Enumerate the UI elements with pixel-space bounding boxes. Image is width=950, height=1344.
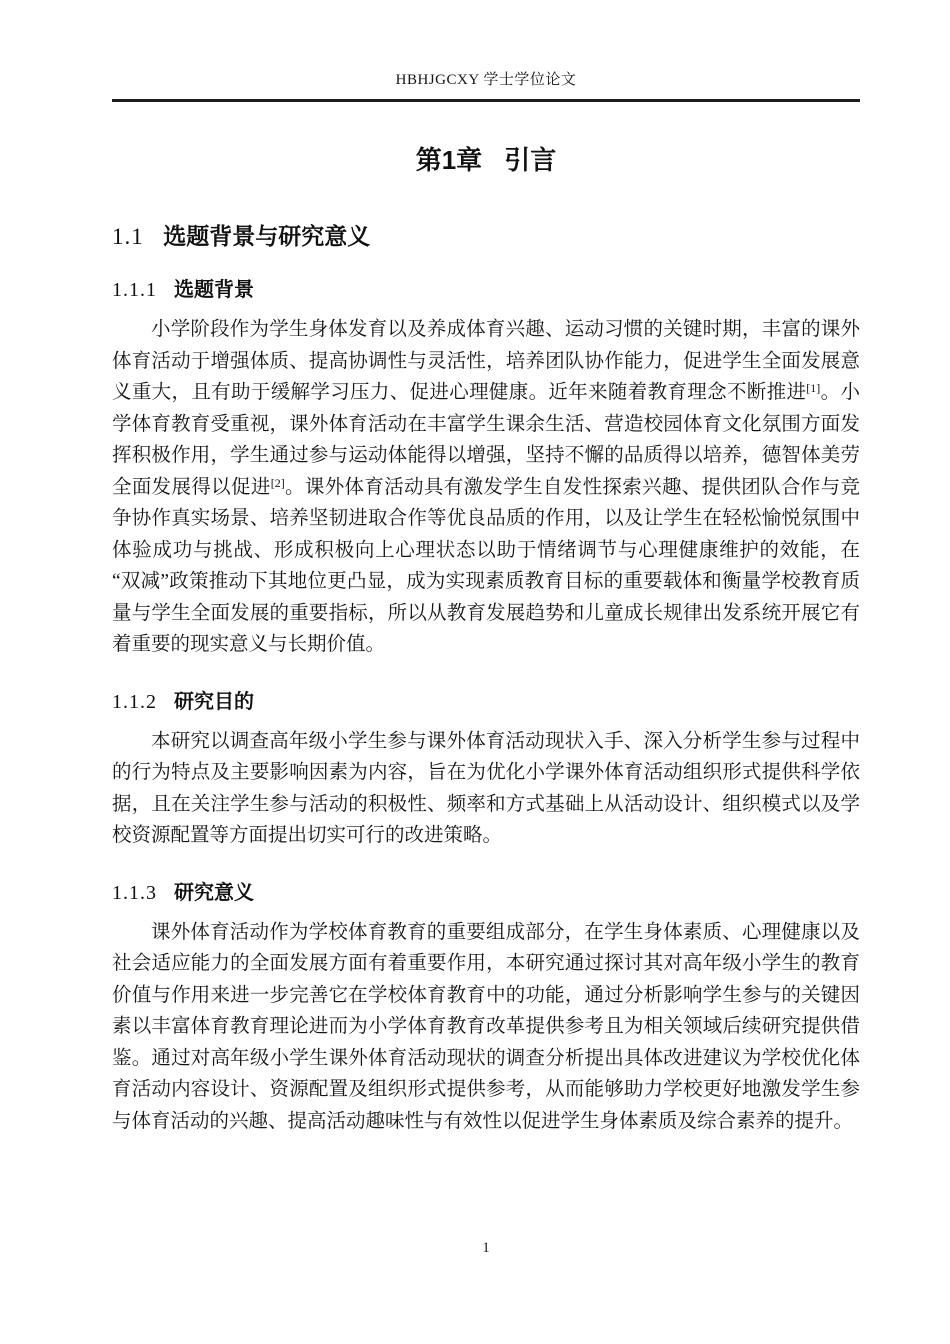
subsection-heading-1-1-1 — [112, 277, 860, 303]
paragraph-significance: 课外体育活动作为学校体育教育的重要组成部分，在学生身体素质、心理健康以及社会适应能力的全面发展方面有着重要作用，本研究通过探讨其对高年级小学生的教育价值与作用来进一步完善它在学校体育教育中的功能，通过分析影响学生参与的关键因素以丰富体育教育理论进而为小学体育教育改革提供参考且为相关领域后续研究提供借鉴。通过对高年级小学生课外体育活动现状的调查分析提出具体改进建议为学校优化体育活动内容设计、资源配置及组织形式提供参考，从而能够助力学校更好地激发学生参与体育活动的兴趣、提高活动趣味性与有效性以促进学生身体素质及综合素养的提升。 — [112, 921, 860, 1132]
paragraph-background — [112, 314, 860, 661]
paragraph-background-part1: 小学阶段作为学生身体发育以及养成体育兴趣、运动习惯的关键时期，丰富的课外体育活动于增强体质、提高协调性与灵活性，培养团队协作能力，促进学生全面发展意义重大，且有助于缓解学习压力、促进心理健康。近年来随着教育理念不断推进 — [112, 319, 860, 403]
subsection-1-1-3-title: 研究意义 — [174, 881, 254, 904]
paragraph-background-part2: 。小学体育教育受重视，课外体育活动在丰富学生课余生活、营造校园体育文化氛围方面发挥积极作用，学生通过参与运动体能得以增强，坚持不懈的品质得以培养，德智体美劳全面发展得以促进 — [112, 382, 860, 498]
section-1-1-title: 选题背景与研究意义 — [163, 223, 371, 249]
subsection-1-1-2-title: 研究目的 — [174, 690, 254, 713]
paragraph-background-part3: 。课外体育活动具有激发学生自发性探索兴趣、提供团队合作与竞争协作真实场景、培养坚韧进取合作等优良品质的作用，以及让学生在轻松愉悦氛围中体验成功与挑战、形成积极向上心理状态以助于情绪调节与心理健康维护的效能，在“双减”政策推动下其地位更凸显，成为实现素质教育目标的重要载体和衡量学校教育质量与学生全面发展的重要指标，所以从教育发展趋势和儿童成长规律出发系统开展它有着重要的现实意义与长期价值。 — [112, 476, 860, 655]
subsection-1-1-2-number: 1.1.2 — [112, 690, 157, 713]
page-number: 1 — [482, 1240, 490, 1256]
chapter-number: 第1章 — [415, 145, 483, 175]
chapter-title — [112, 143, 860, 177]
paragraph-purpose: 本研究以调查高年级小学生参与课外体育活动现状入手、深入分析学生参与过程中的行为特点及主要影响因素为内容，旨在为优化小学课外体育活动组织形式提供科学依据，且在关注学生参与活动的积极性、频率和方式基础上从活动设计、组织模式以及学校资源配置等方面提出切实可行的改进策略。 — [112, 730, 860, 846]
subsection-1-1-1-title: 选题背景 — [174, 279, 254, 301]
subsection-heading-1-1-2 — [112, 689, 860, 715]
subsection-1-1-3-number: 1.1.3 — [112, 881, 157, 904]
section-1-1-number: 1.1 — [112, 224, 144, 249]
footnote-ref-2: [2] — [270, 475, 285, 490]
running-header: HBHJGCXY 学士学位论文 — [112, 70, 860, 102]
subsection-1-1-1-number: 1.1.1 — [112, 279, 157, 301]
footnote-ref-1: [1] — [806, 381, 821, 395]
subsection-heading-1-1-3 — [112, 880, 860, 906]
section-heading-1-1 — [112, 222, 860, 251]
chapter-title-text: 引言 — [504, 145, 557, 175]
